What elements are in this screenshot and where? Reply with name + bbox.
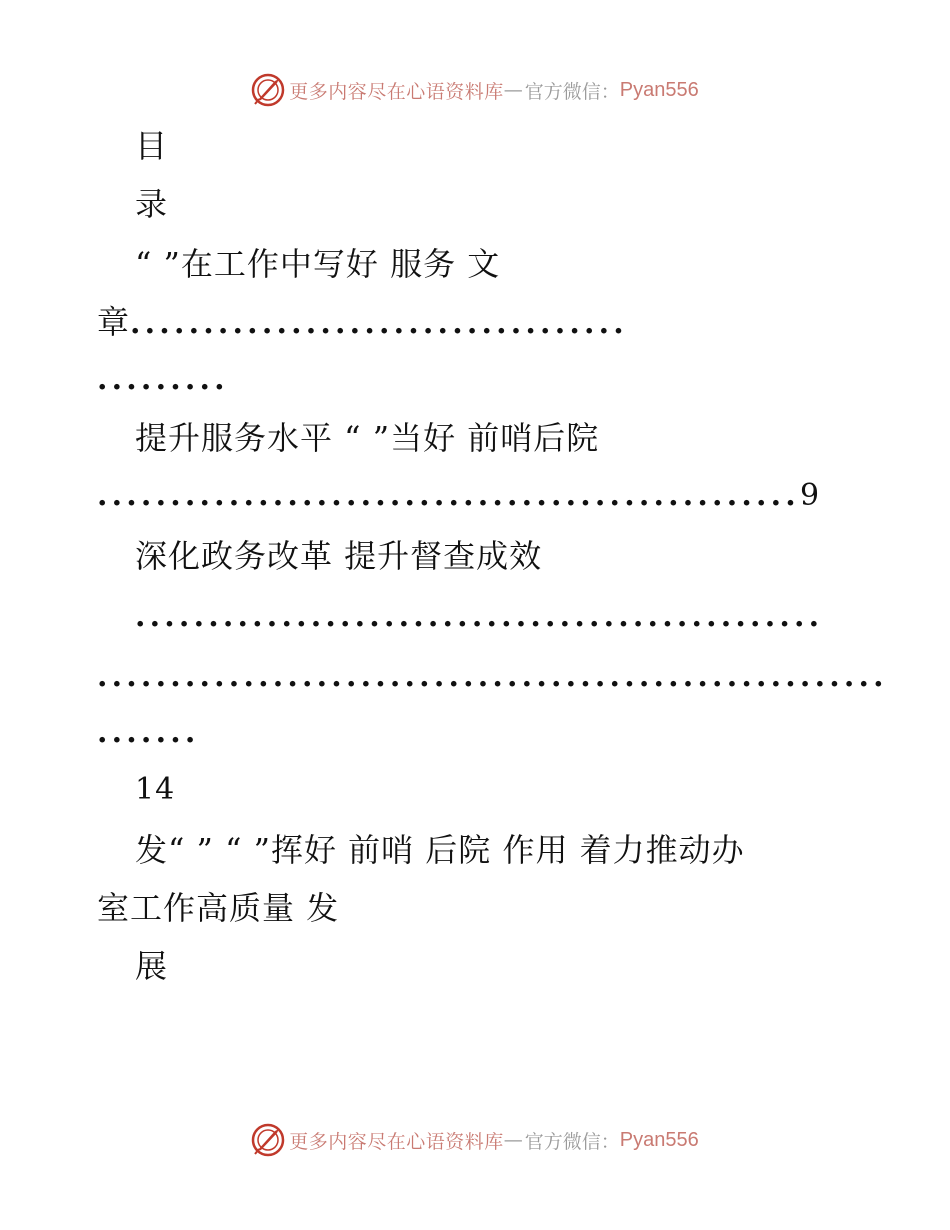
toc-heading-char-2: 录 — [135, 185, 169, 223]
watermark-site-text: 更多内容尽在心语资料库 — [289, 80, 504, 103]
toc-entry-1-leader-dots: .................................. — [130, 306, 628, 341]
toc-heading-char-1: 目 — [135, 127, 169, 165]
quill-pen-logo-icon — [251, 1123, 285, 1157]
watermark-wechat-id: Pyan556 — [619, 1128, 699, 1151]
toc-entry-3-page-number: 14 — [135, 772, 176, 807]
watermark-separator: — — [503, 79, 523, 101]
footer-watermark — [0, 1120, 950, 1160]
quill-pen-logo-icon — [251, 73, 285, 107]
watermark-official-label: 官方微信： — [524, 80, 620, 103]
toc-entry-3-leader-dots-cont: ...................................................... — [97, 659, 888, 694]
toc-entry-1-leader-dots-cont: ......... — [97, 362, 229, 397]
watermark-separator: — — [503, 1129, 523, 1151]
toc-entry-2-leader — [97, 476, 819, 516]
toc-entry-1-title: “ ”在工作中写好 服务 文 — [135, 245, 501, 283]
toc-entry-3-leader-dots: ............................................... — [135, 599, 824, 634]
toc-entry-4-title-end: 展 — [135, 947, 169, 985]
toc-entry-1-title-end: 章 — [97, 303, 131, 341]
header-watermark — [0, 70, 950, 110]
watermark-official-label: 官方微信： — [524, 1130, 620, 1153]
toc-entry-2-title: 提升服务水平 “ ”当好 前哨后院 — [135, 419, 600, 457]
toc-entry-2-page-number: 9 — [799, 478, 820, 513]
toc-entry-3-title: 深化政务改革 提升督查成效 — [135, 537, 543, 575]
toc-entry-1-title-cont — [97, 302, 628, 344]
toc-entry-4-title-cont: 室工作高质量 发 — [97, 889, 340, 927]
toc-entry-3-leader-dots-end: ....... — [97, 715, 200, 750]
watermark-site-text: 更多内容尽在心语资料库 — [289, 1130, 504, 1153]
toc-entry-4-title: 发“ ” “ ”挥好 前哨 后院 作用 着力推动办 — [135, 831, 745, 869]
toc-entry-2-leader-dots: ................................................ — [97, 478, 800, 513]
watermark-wechat-id: Pyan556 — [619, 78, 699, 101]
